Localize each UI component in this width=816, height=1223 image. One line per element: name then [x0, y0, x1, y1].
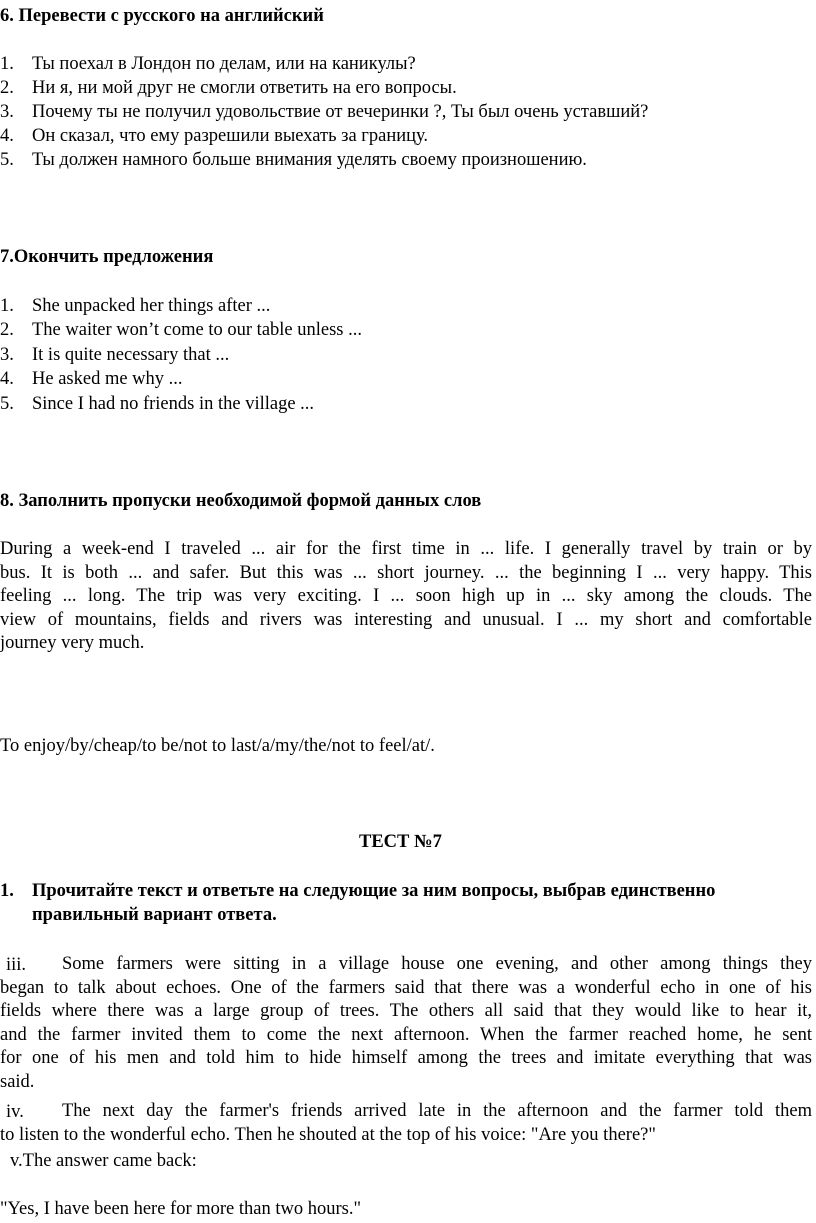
paragraph-line: fields where there was a large group of trees. The others all said that they would like to hear it, — [0, 1001, 812, 1021]
paragraph-line: Some farmers were sitting in a village house one evening, and other among things they — [62, 954, 812, 974]
list-item: 5. Ты должен намного больше внимания уделять своему произношению. — [0, 150, 587, 170]
paragraph-line: said. — [0, 1071, 35, 1092]
paragraph-marker: iv. — [6, 1102, 24, 1122]
reading-paragraph — [0, 953, 812, 1094]
list-item: 2. The waiter won’t come to our table unless ... — [0, 320, 363, 340]
word-list: To enjoy/by/cheap/to be/not to last/a/my/the/not to feel/at/. — [0, 736, 435, 756]
section-8-heading: 8. Заполнить пропуски необходимой формой данных слов — [0, 491, 482, 511]
paragraph-line: feeling ... long. The trip was very exciting. I ... soon high up in ... sky among the clouds. The — [0, 586, 812, 606]
list-item: 4. Он сказал, что ему разрешили выехать за границу. — [0, 126, 429, 146]
gap-fill-paragraph — [0, 538, 812, 656]
list-item: 3. Почему ты не получил удовольствие от вечеринки ?, Ты был очень уставший? — [0, 102, 649, 122]
paragraph-line: journey very much. — [0, 633, 145, 653]
answer-line: "Yes, I have been here for more than two hours." — [0, 1199, 362, 1219]
list-item: 2. Ни я, ни мой друг не смогли ответить на его вопросы. — [0, 78, 457, 98]
task-instruction: правильный вариант ответа. — [32, 905, 277, 925]
paragraph-line: for one of his men and told him to hide himself among the trees and imitate everything that was — [0, 1048, 812, 1068]
paragraph-marker: iii. — [6, 955, 27, 975]
list-item: 1. She unpacked her things after ... — [0, 296, 271, 316]
reading-paragraph — [0, 1100, 812, 1147]
list-item: 1. Ты поехал в Лондон по делам, или на каникулы? — [0, 54, 416, 74]
task-instruction: Прочитайте текст и ответьте на следующие за ним вопросы, выбрав единственно — [32, 881, 716, 901]
paragraph-line: The next day the farmer's friends arrived late in the afternoon and the farmer told them — [62, 1101, 812, 1121]
test-title: ТЕСТ №7 — [359, 832, 442, 852]
list-item: 5. Since I had no friends in the village ... — [0, 394, 315, 414]
section-6-heading: 6. Перевести с русского на английский — [0, 6, 324, 26]
paragraph-line: to listen to the wonderful echo. Then he shouted at the top of his voice: "Are you there?" — [0, 1124, 656, 1145]
paragraph-line: and the farmer invited them to come the next afternoon. When the farmer reached home, he sent — [0, 1024, 812, 1045]
list-item: 3. It is quite necessary that ... — [0, 345, 230, 365]
section-7-heading: 7.Окончить предложения — [0, 247, 214, 267]
paragraph-line: began to talk about echoes. One of the farmers said that there was a wonderful echo in one of his — [0, 977, 812, 998]
paragraph-line: During a week-end I traveled ... air for the first time in ... life. I generally travel by train or by — [0, 539, 812, 559]
task-number: 1. — [0, 881, 14, 901]
paragraph-line: bus. It is both ... and safer. But this was ... short journey. ... the beginning I ... very happy. This — [0, 562, 812, 583]
paragraph-line: view of mountains, fields and rivers was interesting and unusual. I ... my short and comfortable — [0, 609, 812, 630]
paragraph-line: v.The answer came back: — [10, 1151, 197, 1171]
list-item: 4. He asked me why ... — [0, 369, 183, 389]
